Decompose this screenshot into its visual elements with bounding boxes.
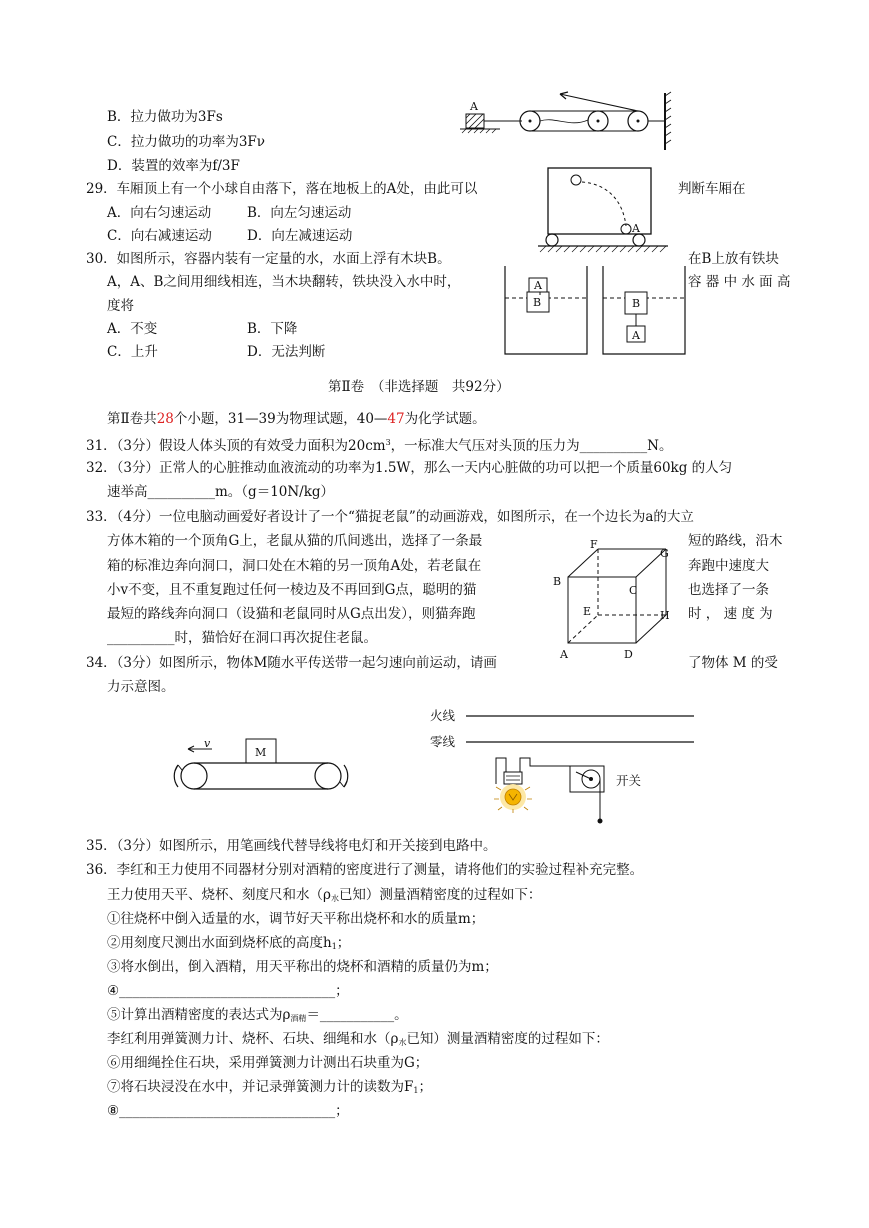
q36-step5: ⑤计算出酒精密度的表达式为$\rho_{酒精}=\_\_\_\_\_\_\_\_\_\_\_$。 (107, 1007, 408, 1023)
q30-line3: 度将 (107, 298, 134, 314)
q33-line2: 方体木箱的一个顶角G上，老鼠从猫的爪间逃出，选择了一条最 (107, 533, 483, 549)
cube-label-e: E (583, 605, 592, 618)
q36-step4: ④________________________________； (107, 983, 349, 999)
intro-end-red: 47 (387, 411, 405, 427)
section-title: 第Ⅱ卷 （非选择题 共92分） (328, 379, 510, 395)
container2-label-b: B (632, 297, 641, 310)
q30-stem: 30．如图所示，容器内装有一定量的水，水面上浮有木块B。 (86, 251, 451, 267)
q33-line5: 最短的路线奔向洞口（设猫和老鼠同时从G点出发），则猫奔跑 (107, 606, 476, 622)
q29-option-a: A．向右匀速运动 (107, 205, 212, 221)
pulley-figure (460, 88, 685, 158)
q30-option-b: B．下降 (247, 321, 298, 337)
q36-wang: 王力使用天平、烧杯、刻度尺和水（$\rho_水$已知）测量酒精密度的过程如下： (107, 887, 542, 903)
cube-label-c: C (629, 584, 638, 597)
intro-count-red: 28 (156, 411, 174, 427)
q32-line2: 速举高__________m。（g＝10N/kg） (107, 484, 335, 500)
pulley-label-a: A (470, 100, 478, 113)
q28-option-c: C．拉力做功的功率为3Fν (107, 134, 265, 150)
q28-option-d: D．装置的效率为f/3F (107, 158, 240, 174)
cube-label-f: F (590, 538, 598, 551)
q36-step1: ①往烧杯中倒入适量的水，调节好天平称出烧杯和水的质量m； (107, 911, 485, 927)
q33-line3-end: 奔跑中速度大 (688, 558, 769, 574)
cube-label-d: D (624, 648, 633, 661)
cube-label-a: A (560, 648, 568, 661)
container1-label-b: B (533, 296, 542, 309)
q30-line2: A，A、B之间用细线相连，当木块翻转，铁块没入水中时， (107, 274, 461, 290)
q28-option-b: B．拉力做功为3Fs (107, 109, 223, 125)
q30-option-c: C．上升 (107, 344, 158, 360)
train-car-figure (538, 166, 673, 258)
conveyor-label-m: M (255, 746, 267, 759)
water-container-figure (500, 264, 690, 358)
cube-figure (550, 537, 680, 663)
q33-line6: __________时，猫恰好在洞口再次捉住老鼠。 (107, 630, 377, 646)
q30-line2-end: 容 器 中 水 面 高 (688, 274, 791, 290)
q29-stem-end: 判断车厢在 (678, 181, 746, 197)
q33-line4: 小v不变，且不重复跑过任何一棱边及不再回到G点，聪明的猫 (107, 582, 477, 598)
train-label-a: A (632, 222, 640, 235)
q33-line2-end: 短的路线，沿木 (688, 533, 783, 549)
conveyor-figure (168, 735, 358, 797)
q36-step8: ⑧________________________________； (107, 1103, 349, 1119)
circuit-figure (460, 706, 700, 828)
section-intro: 第Ⅱ卷共28个小题，31—39为物理试题，40—47为化学试题。 (107, 411, 486, 427)
q29-option-d: D．向左减速运动 (247, 228, 353, 244)
q33-line4-end: 也选择了一条 (688, 582, 769, 598)
circuit-switch-label: 开关 (616, 773, 642, 788)
cube-label-b: B (553, 575, 562, 588)
q36-step2: ②用刻度尺测出水面到烧杯底的高度$h_1$； (107, 935, 351, 951)
q30-option-d: D．无法判断 (247, 344, 326, 360)
q29-stem: 29．车厢顶上有一个小球自由落下，落在地板上的A处，由此可以 (86, 181, 478, 197)
cube-label-g: G (660, 547, 669, 560)
q35: 35．（3分）如图所示，用笔画线代替导线将电灯和开关接到电路中。 (86, 838, 497, 854)
q32-line1: 32．（3分）正常人的心脏推动血液流动的功率为1.5W，那么一天内心脏做的功可以把一个质量60kg 的人匀 (86, 460, 733, 476)
q29-option-c: C．向右减速运动 (107, 228, 212, 244)
cube-label-h: H (660, 609, 670, 622)
conveyor-label-v: v (204, 737, 211, 750)
q36-step6: ⑥用细绳拴住石块，采用弹簧测力计测出石块重为G； (107, 1055, 429, 1071)
q34-line1: 34．（3分）如图所示，物体M随水平传送带一起匀速向前运动，请画 (86, 655, 497, 671)
circuit-neutral-label: 零线 (430, 734, 456, 749)
q30-stem-end: 在B上放有铁块 (688, 251, 779, 267)
q36-li: 李红利用弹簧测力计、烧杯、石块、细绳和水（$\rho_水$已知）测量酒精密度的过程如下： (107, 1031, 609, 1047)
container1-label-a: A (534, 279, 542, 292)
q29-option-b: B．向左匀速运动 (247, 205, 352, 221)
circuit-live-label: 火线 (430, 708, 456, 723)
container2-label-a: A (632, 329, 640, 342)
q36-step3: ③将水倒出，倒入酒精，用天平称出的烧杯和酒精的质量仍为m； (107, 959, 498, 975)
q30-option-a: A．不变 (107, 321, 158, 337)
q36-step7: ⑦将石块浸没在水中，并记录弹簧测力计的读数为$F_1$； (107, 1079, 432, 1095)
q33-line1: 33．（4分）一位电脑动画爱好者设计了一个“猫捉老鼠”的动画游戏，如图所示，在一个边长为a的大立 (86, 509, 694, 525)
q36-line1: 36．李红和王力使用不同器材分别对酒精的密度进行了测量，请将他们的实验过程补充完整。 (86, 862, 644, 878)
q34-line1-end: 了物体 M 的受 (688, 655, 778, 671)
q31: 31．（3分）假设人体头顶的有效受力面积为$20cm^3$，一标准大气压对头顶的压力为__________N。 (86, 438, 673, 454)
q33-line5-end: 时 ， 速 度 为 (688, 606, 773, 622)
q34-line2: 力示意图。 (107, 679, 175, 695)
q33-line3: 箱的标准边奔向洞口，洞口处在木箱的另一顶角A处，若老鼠在 (107, 558, 482, 574)
